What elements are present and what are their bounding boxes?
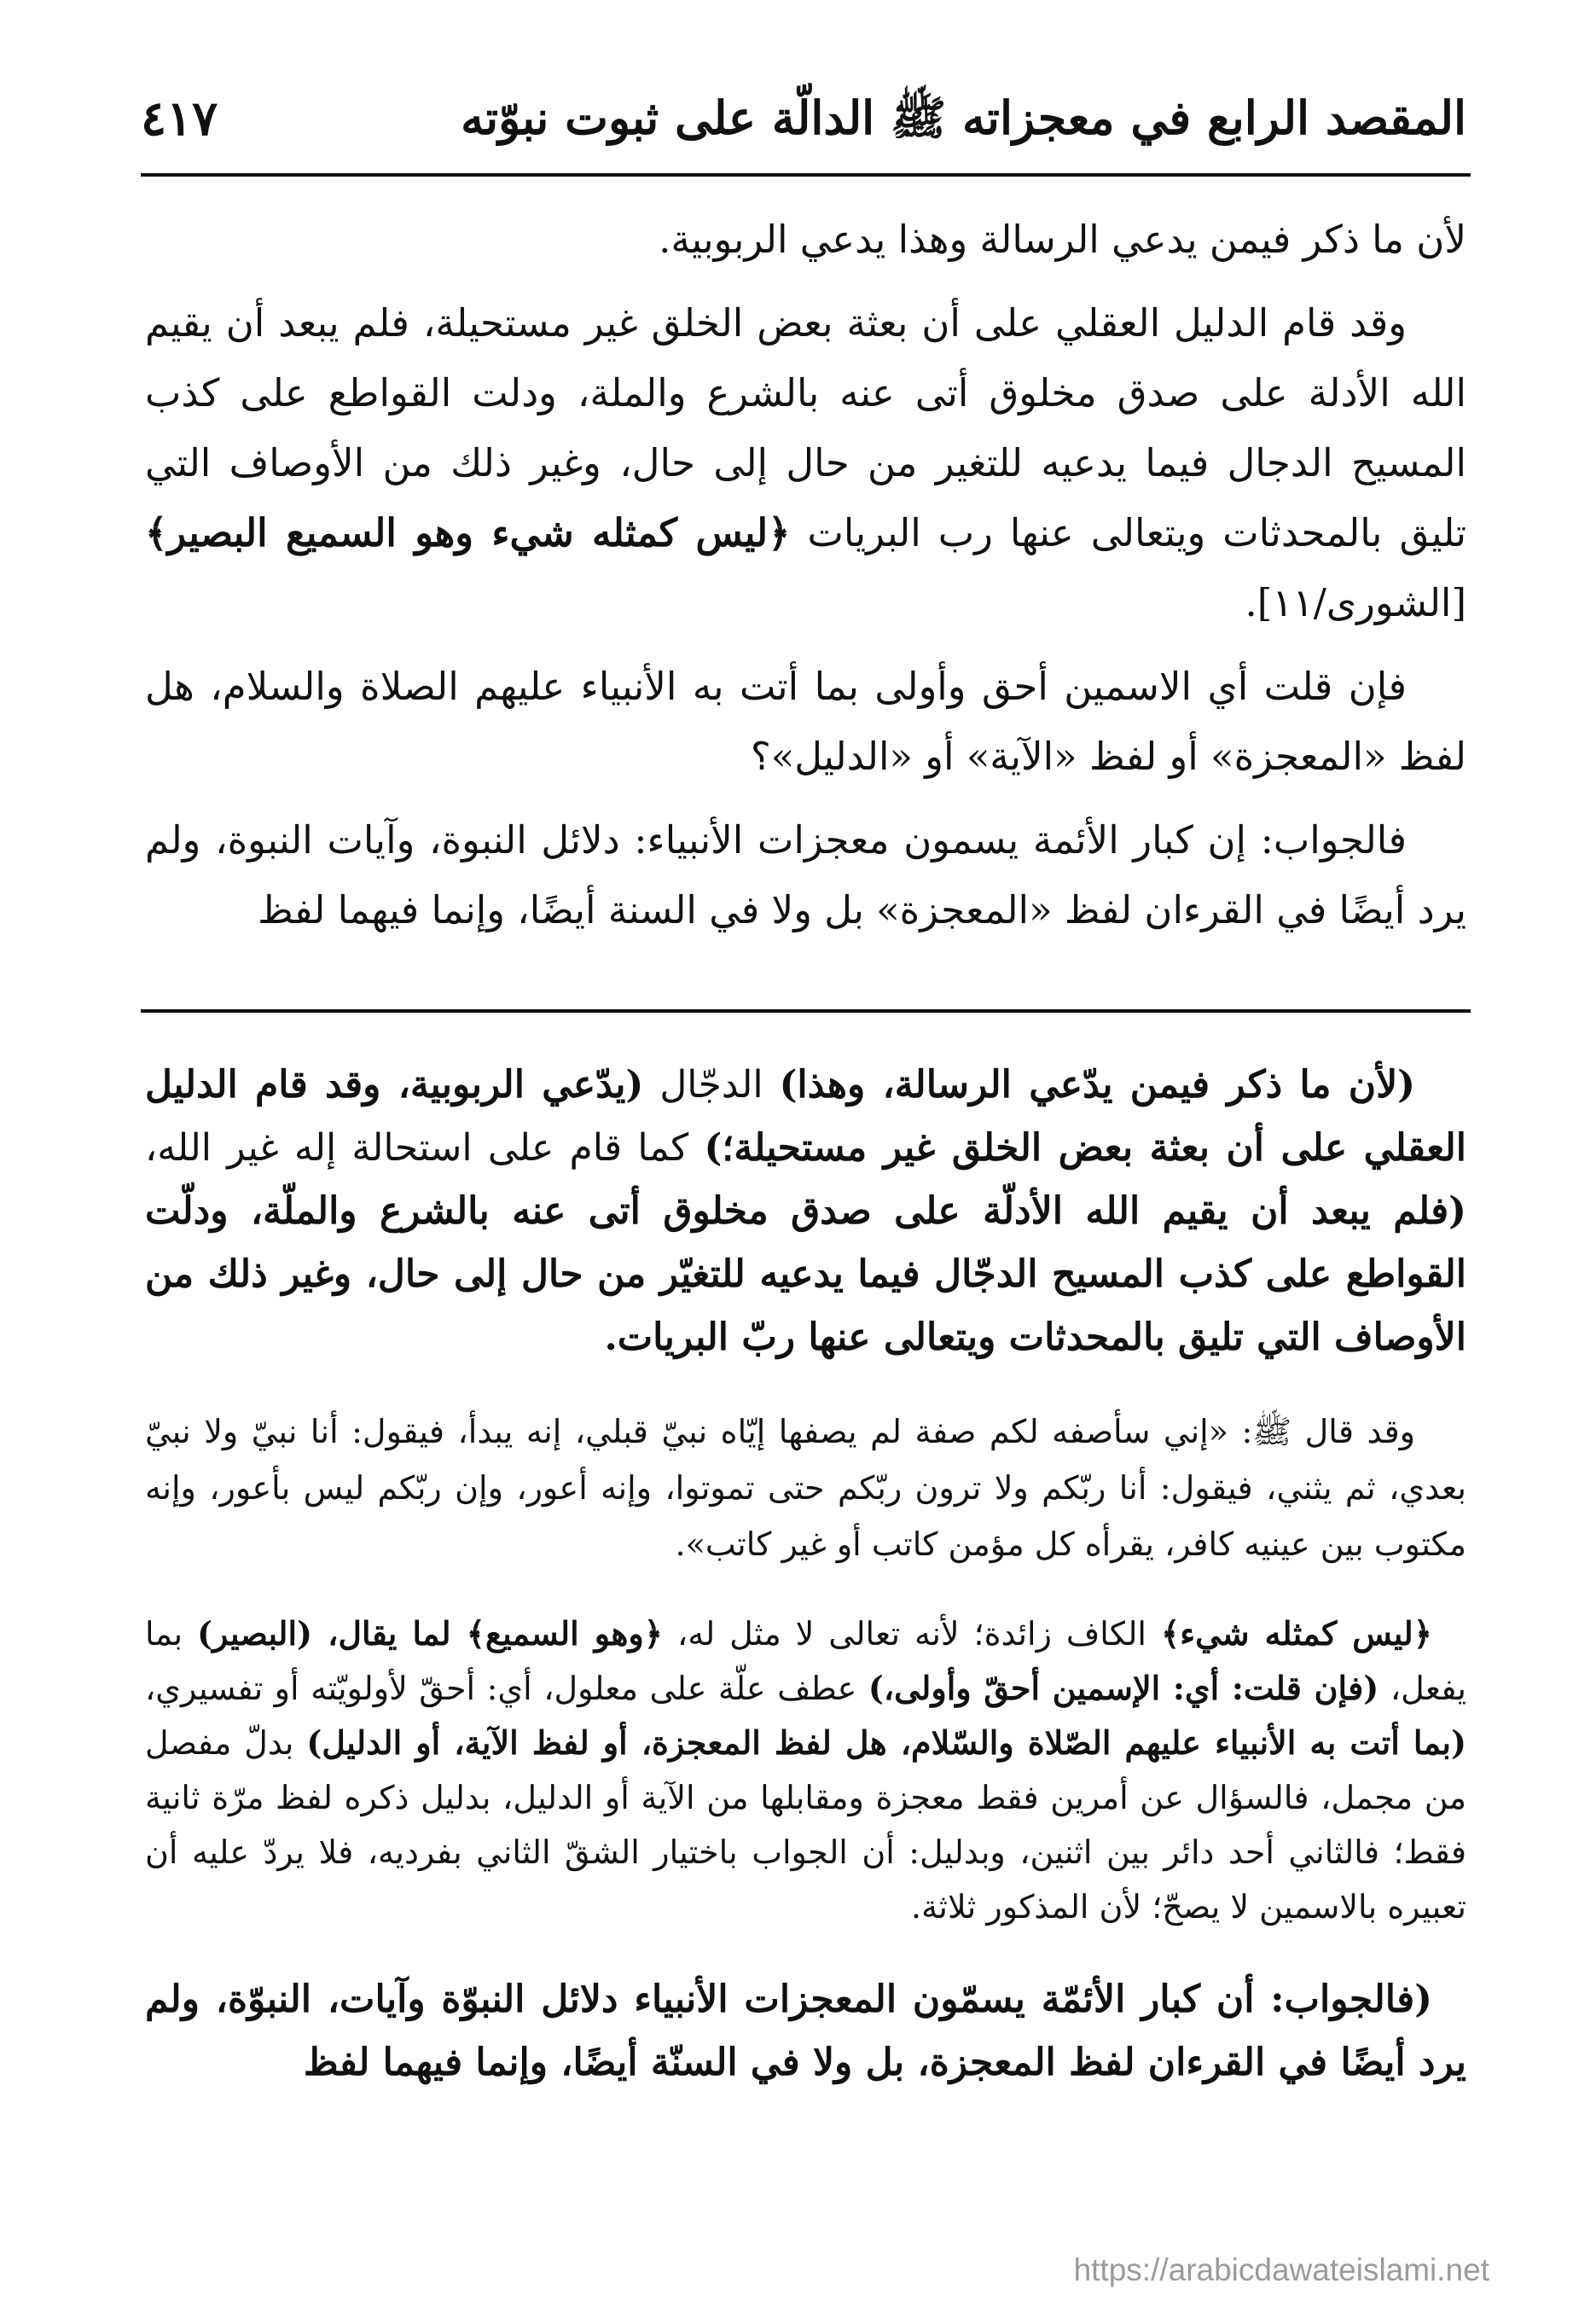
page-number: ٤١٧ (141, 90, 218, 147)
commentary-block-3 (145, 1606, 1466, 1934)
running-title: المقصد الرابع في معجزاته ﷺ الدالّة على ثبوت نبوّته (461, 90, 1466, 145)
commentary-quote: (فالجواب: أن كبار الأئمّة يسمّون المعجزات الأنبياء دلائل النبوّة وآيات، النبوّة، ولم يرد أيضًا في القرءان لفظ المعجزة، بل ولا في السنّة أيضًا، وإنما فيهما لفظ (145, 1978, 1466, 2084)
commentary-quote: (يدّعي الربوبية، وقد قام الدليل العقلي على أن بعثة بعض الخلق غير مستحيلة؛) (145, 1063, 1466, 1170)
commentary-quote: (فلم يبعد أن يقيم الله الأدلّة على صدق مخلوق أتى عنه بالشرع والملّة، ودلّت القواطع على كذب المسيح الدجّال فيما يدعيه للتغيّر من حال إلى حال، وغير ذلك من الأوصاف التي تليق بالمحدثات ويتعالى عنها ربّ البريات. (145, 1189, 1466, 1359)
commentary-quote: ﴿ليس كمثله شيء﴾ (1160, 1614, 1433, 1653)
commentary-note: الدجّال (643, 1063, 780, 1107)
verse-reference: [الشورى/١١]. (1245, 580, 1466, 625)
main-paragraph-4: فالجواب: إن كبار الأئمة يسمون معجزات الأنبياء: دلائل النبوة، وآيات النبوة، ولم يرد أيضًا في القرءان لفظ «المعجزة» بل ولا في السنة أيضًا، وإنما فيهما لفظ (145, 817, 1466, 933)
commentary-note: بما يفعل، (145, 1615, 1466, 1707)
main-paragraph-3: فإن قلت أي الاسمين أحق وأولى بما أتت به الأنبياء عليهم الصلاة والسلام، هل لفظ «المعجزة» أو لفظ «الآية» أو «الدليل»؟ (145, 664, 1466, 779)
quran-verse: ﴿ليس كمثله شيء وهو السميع البصير﴾ (145, 510, 791, 555)
commentary-quote: (فإن قلت: أي: الإسمين أحقّ وأولى،) (868, 1669, 1379, 1707)
commentary-quote: (بما أتت به الأنبياء عليهم الصّلاة والسّلام، هل لفظ المعجزة، أو لفظ الآية، أو الدليل) (306, 1723, 1466, 1762)
source-watermark: https://arabicdawateislami.net (1073, 2252, 1489, 2287)
commentary-quote: (لأن ما ذكر فيمن يدّعي الرسالة، وهذا) (779, 1063, 1415, 1107)
section-divider (141, 1009, 1471, 1013)
commentary (145, 1054, 1466, 2095)
main-paragraph-2 (145, 288, 1466, 638)
commentary-note: عطف علّة على معلول، أي: أحقّ لأولويّته أو تفسيري، (145, 1670, 868, 1707)
hadith-block: وقد قال ﷺ: «إني سأصفه لكم صفة لم يصفها إيّاه نبيّ قبلي، إنه يبدأ، فيقول: أنا نبيّ ولا نبيّ بعدي، ثم يثني، فيقول: أنا ربّكم ولا ترون ربّكم حتى تموتوا، وإنه أعور، وإن ربّكم ليس بأعور، وإنه مكتوب بين عينيه كافر، يقرأه كل مؤمن كاتب أو غير كاتب». (145, 1413, 1466, 1563)
commentary-block-1 (145, 1054, 1466, 1369)
main-text (145, 205, 1466, 945)
commentary-block-4 (145, 1968, 1466, 2095)
commentary-quote: ﴿وهو السميع﴾ لما يقال، (البصير) (197, 1614, 664, 1653)
commentary-note: الكاف زائدة؛ لأنه تعالى لا مثل له، (663, 1615, 1161, 1653)
main-paragraph-2-text: وقد قام الدليل العقلي على أن بعثة بعض الخلق غير مستحيلة، فلم يبعد أن يقيم الله الأدلة على صدق مخلوق أتى عنه بالشرع والملة، ودلت القواطع على كذب المسيح الدجال فيما يدعيه للتغير من حال إلى حال، وغير ذلك من الأوصاف التي تليق بالمحدثات ويتعالى عنها رب البريات (145, 300, 1466, 555)
commentary-note: كما قام على استحالة إله غير الله، (145, 1126, 705, 1170)
main-paragraph-1: لأن ما ذكر فيمن يدعي الرسالة وهذا يدعي الربوبية. (659, 217, 1466, 262)
page-header (141, 85, 1466, 179)
header-rule (141, 173, 1471, 177)
commentary-note: بدلّ مفصل من مجمل، فالسؤال عن أمرين فقط معجزة ومقابلها من الآية أو الدليل، بدليل ذكره لفظ مرّة ثانية فقط؛ فالثاني أحد دائر بين اثنين، وبدليل: أن الجواب باختيار الشقّ الثاني بفرديه، فلا يردّ عليه أن تعبيره بالاسمين لا يصحّ؛ لأن المذكور ثلاثة. (145, 1724, 1466, 1926)
